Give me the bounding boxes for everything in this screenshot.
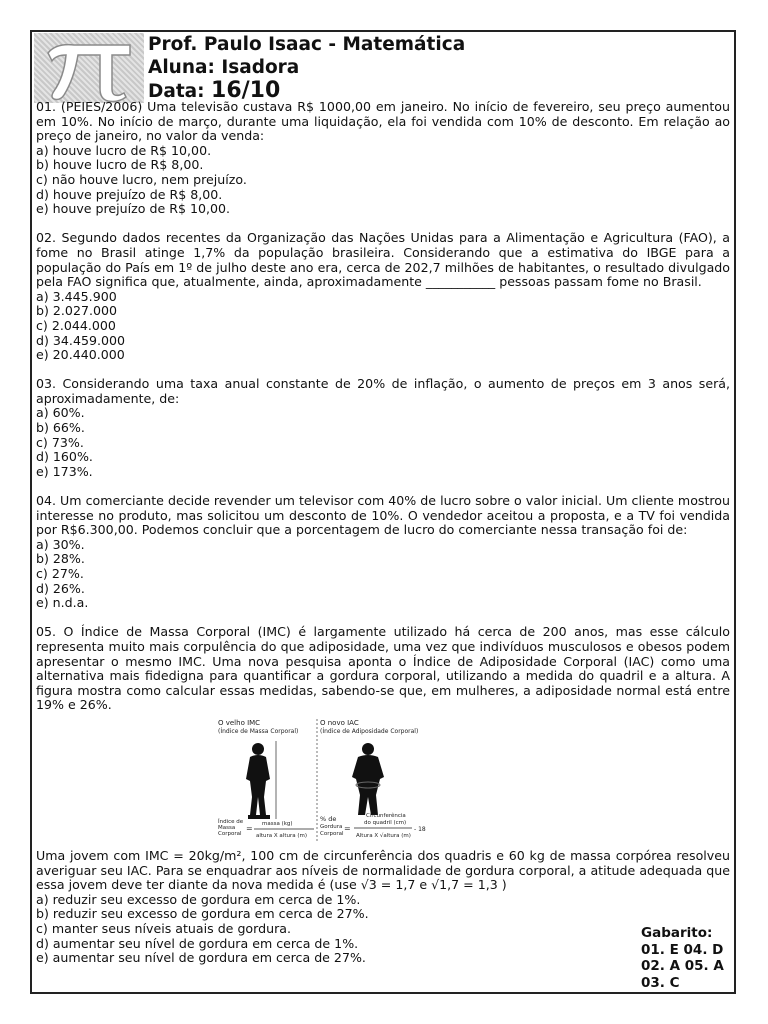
question-text: 04. Um comerciante decide revender um televisor com 40% de lucro sobre o valor inicial. Um cliente mostrou interesse no produto, mas solicitou um desconto de 10%. O vendedor aceitou a proposta, e a TV foi vendida por R$6.300,00. Podemos concluir que a porcentagem de lucro do comerciante nessa transação foi de: (36, 493, 730, 538)
option-a: a) 60%. (36, 405, 85, 421)
iac-numerator-1: Circunferência (366, 812, 406, 819)
option-b: b) houve lucro de R$ 8,00. (36, 157, 204, 173)
option-d: d) 26%. (36, 580, 85, 596)
question-text: 01. (PEIES/2006) Uma televisão custava R$ 1000,00 em janeiro. No início de fevereiro, seu preço aumentou em 10%. No início de março, durante uma liquidação, ela foi vendida com 10% de desconto. Em relação ao preço de janeiro, no valor da venda: (36, 99, 730, 144)
option-b: b) 2.027.000 (36, 303, 118, 319)
option-c: c) manter seus níveis atuais de gordura. (36, 920, 291, 936)
silhouette-iac-icon (352, 743, 384, 815)
imc-label-2: Massa (218, 824, 236, 831)
answer-key-line-2: 02. A 05. A (641, 958, 724, 974)
figure-left-subtitle: (Índice de Massa Corporal) (218, 727, 299, 735)
pi-logo (34, 33, 144, 103)
answer-key (641, 925, 724, 991)
option-c: c) 2.044.000 (36, 317, 116, 333)
iac-equals: = (344, 823, 351, 833)
date-label: Data: (148, 81, 205, 102)
question-list (36, 100, 730, 966)
question-text: 03. Considerando uma taxa anual constante de 20% de inflação, o aumento de preços em 3 anos será, aproximadamente, de: (36, 376, 730, 406)
iac-numerator-2: do quadril (cm) (364, 819, 407, 826)
silhouette-imc-icon (246, 741, 276, 819)
iac-label-1: % de (320, 814, 337, 823)
iac-denominator: Altura X √altura (m) (356, 832, 411, 839)
option-a: a) 30%. (36, 536, 85, 552)
date-value: 16/10 (211, 78, 281, 103)
imc-equals: = (246, 823, 253, 833)
question-5 (36, 625, 730, 965)
imc-numerator: massa (kg) (262, 820, 293, 827)
option-c: c) 73%. (36, 434, 84, 450)
figure-left-title: O velho IMC (218, 718, 261, 727)
option-a: a) houve lucro de R$ 10,00. (36, 142, 212, 158)
question-4 (36, 494, 730, 611)
answer-key-line-3: 03. C (641, 974, 680, 991)
iac-label-3: Corporal (320, 830, 344, 837)
option-c: c) 27%. (36, 566, 84, 581)
iac-minus: - 18 (414, 825, 426, 833)
imc-label-3: Corporal (218, 830, 242, 837)
question-text: 05. O Índice de Massa Corporal (IMC) é largamente utilizado há cerca de 200 anos, mas esse cálculo representa muito mais corpulência do que adiposidade, uma vez que indivíduos musculosos e obesos podem apresentar o mesmo IMC. Uma nova pesquisa aponta o Índice de Adiposidade Corporal (IAC) como uma alternativa mais fidedigna para quantificar a gordura corporal, utilizando a medida do quadril e a altura. A figura mostra como calcular essas medidas, sabendo-se que, em mulheres, a adiposidade normal está entre 19% e 26%. (36, 624, 730, 713)
option-d: d) 160%. (36, 449, 93, 465)
teacher-title: Prof. Paulo Isaac - Matemática (148, 34, 466, 55)
option-d: d) houve prejuízo de R$ 8,00. (36, 186, 223, 202)
imc-iac-figure (36, 717, 730, 845)
option-a: a) reduzir seu excesso de gordura em cerca de 1%. (36, 891, 361, 907)
question-2 (36, 231, 730, 362)
option-e: e) aumentar seu nível de gordura em cerca de 27%. (36, 950, 366, 966)
figure-right-title: O novo IAC (320, 718, 359, 727)
question-3 (36, 377, 730, 479)
answer-key-title: Gabarito: (641, 925, 713, 941)
figure-right-subtitle: (Índice de Adiposidade Corporal) (320, 727, 419, 735)
option-d: d) 34.459.000 (36, 332, 126, 348)
question-1 (36, 100, 730, 217)
imc-label-1: Índice de (218, 818, 244, 825)
question-text-2: Uma jovem com IMC = 20kg/m², 100 cm de circunferência dos quadris e 60 kg de massa corpórea resolveu averiguar seu IAC. Para se enquadrar aos níveis de normalidade de gordura corporal, a atitude adequada que essa jovem deve ter diante da nova medida é (use √3 = 1,7 e √1,7 = 1,3 ) (36, 847, 730, 893)
iac-label-2: Gordura (320, 823, 343, 830)
option-e: e) 20.440.000 (36, 347, 125, 363)
answer-key-line-1: 01. E 04. D (641, 941, 724, 958)
option-b: b) 28%. (36, 551, 85, 567)
option-e: e) 173%. (36, 463, 93, 479)
option-d: d) aumentar seu nível de gordura em cerca de 1%. (36, 935, 359, 951)
option-c: c) não houve lucro, nem prejuízo. (36, 171, 247, 187)
option-e: e) n.d.a. (36, 595, 89, 611)
student-name: Aluna: Isadora (148, 57, 300, 78)
imc-denominator: altura X altura (m) (256, 832, 308, 839)
option-b: b) reduzir seu excesso de gordura em cerca de 27%. (36, 906, 369, 922)
option-e: e) houve prejuízo de R$ 10,00. (36, 201, 231, 217)
question-text: 02. Segundo dados recentes da Organização das Nações Unidas para a Alimentação e Agricultura (FAO), a fome no Brasil atinge 1,7% da população brasileira. Considerando que a estimativa do IBGE para a população do País em 1º de julho deste ano era, cerca de 202,7 milhões de habitantes, o resultado divulgado pela FAO significa que, atualmente, ainda, aproximadamente ___________ pessoas passam fome no Brasil. (36, 230, 730, 290)
option-a: a) 3.445.900 (36, 288, 117, 304)
option-b: b) 66%. (36, 420, 85, 436)
